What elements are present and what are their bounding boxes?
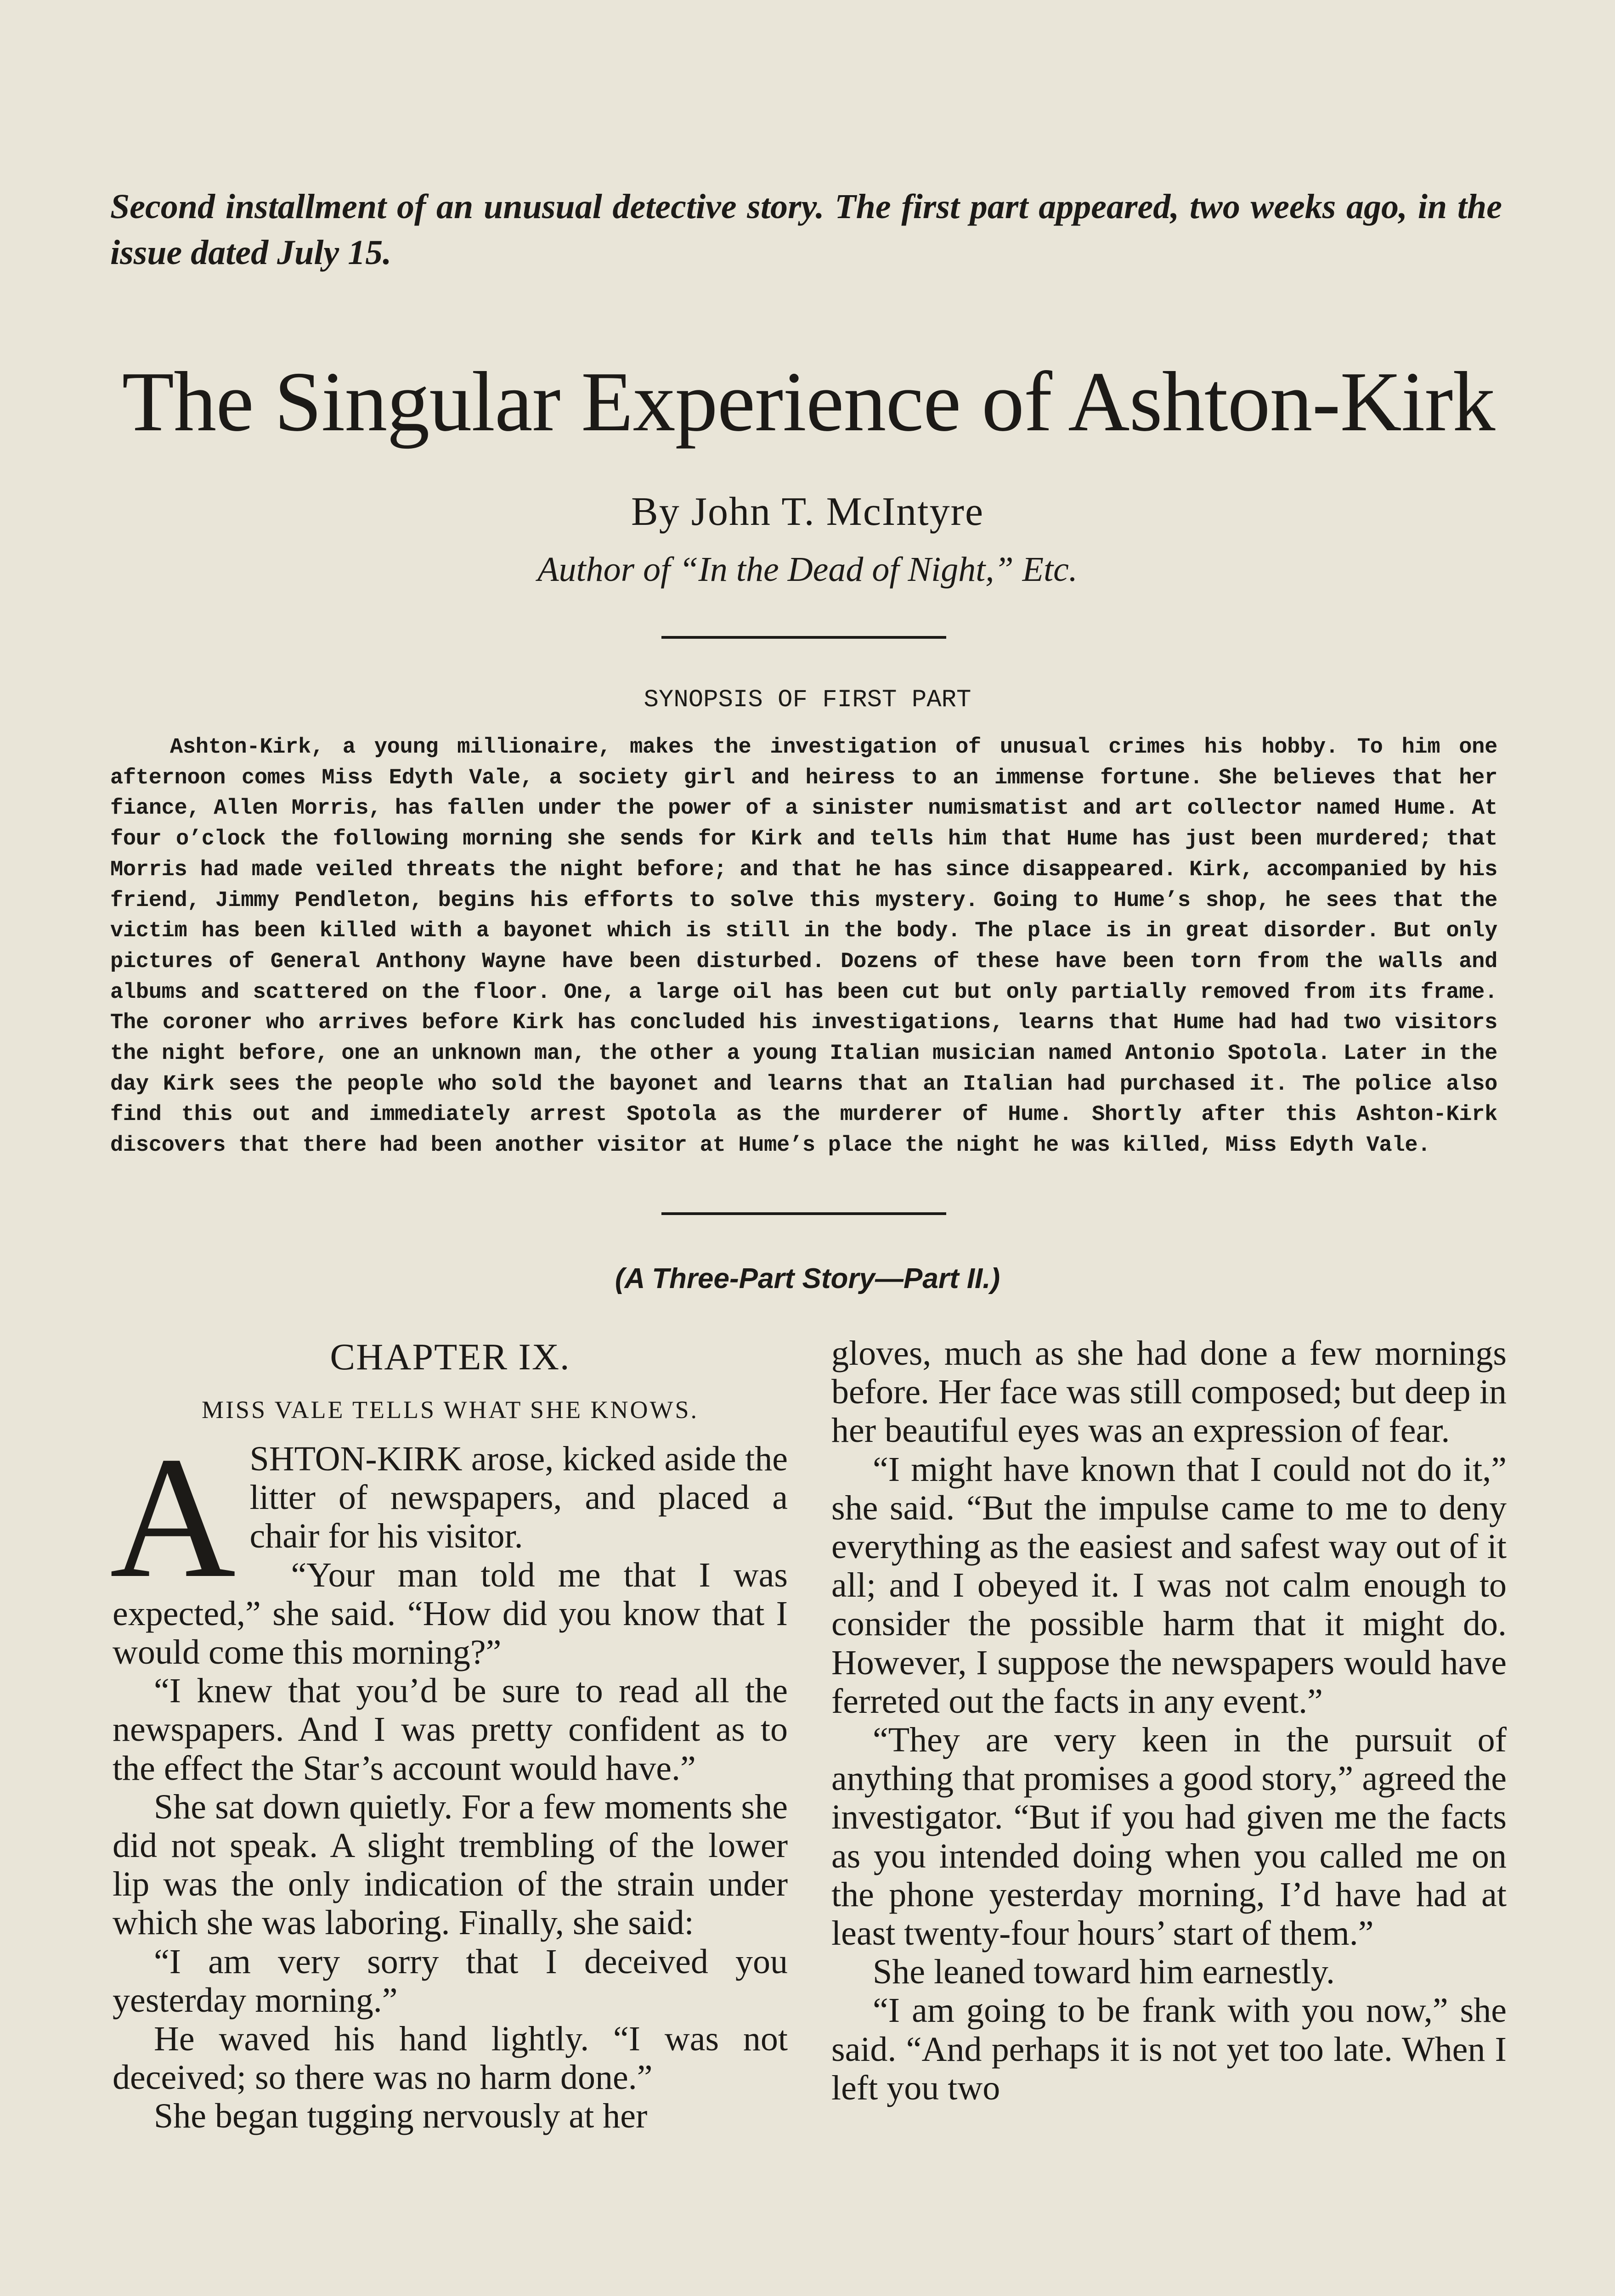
opening-text: SHTON-KIRK arose, kicked aside the litter of newspapers, and placed a chair for his visitor. [249, 1440, 788, 1556]
synopsis-heading: SYNOPSIS OF FIRST PART [644, 686, 971, 714]
paragraph: “I am going to be frank with you now,” she said. “And perhaps it is not yet too late. When I left you two [831, 1991, 1507, 2107]
paragraph: “Your man told me that I was expected,” she said. “How did you know that I would come this morning?” [113, 1555, 788, 1672]
divider-rule-bottom [661, 1212, 946, 1215]
chapter-number: CHAPTER IX. [330, 1336, 570, 1378]
paragraph: “They are very keen in the pursuit of anything that promises a good story,” agreed the investigator. “But if you had given me the facts as you intended doing when you called me on the phone yesterday morning, I’d have had at least twenty-four hours’ start of them.” [831, 1721, 1507, 1953]
chapter-subtitle: MISS VALE TELLS WHAT SHE KNOWS. [201, 1396, 699, 1424]
part-label-text: (A Three-Part Story—Part II.) [615, 1263, 1000, 1294]
left-column [110, 1334, 788, 2136]
byline: By John T. McIntyre [631, 490, 984, 534]
continued-paragraph: gloves, much as she had done a few mornings before. Her face was still composed; but deep in her beautiful eyes was an expression of fear. [831, 1334, 1507, 1450]
divider-rule-top [661, 636, 946, 639]
right-column [831, 1334, 1507, 2107]
part-label [0, 1258, 1615, 1300]
paragraph: She began tugging nervously at her [154, 2097, 648, 2136]
paragraph: She leaned toward him earnestly. [873, 1953, 1335, 1992]
author-credits: Author of “In the Dead of Night,” Etc. [537, 550, 1078, 589]
story-title: The Singular Experience of Ashton-Kirk [122, 355, 1495, 449]
paragraph: She sat down quietly. For a few moments she did not speak. A slight trembling of the lower lip was the only indication of the strain under which she was laboring. Finally, she said: [113, 1787, 788, 1942]
paragraph: “I knew that you’d be sure to read all the newspapers. And I was pretty confident as to the effect the Star’s account would have.” [113, 1671, 788, 1788]
paragraph: “I might have known that I could not do it,” she said. “But the impulse came to me to deny everything as the easiest and safest way out of it all; and I obeyed it. I was not calm enough to consider the possible harm that it might do. However, I suppose the newspapers would have ferreted out the facts in any event.” [831, 1450, 1507, 1721]
paragraph: He waved his hand lightly. “I was not deceived; so there was no harm done.” [113, 2020, 788, 2097]
paragraph: “I am very sorry that I deceived you yesterday morning.” [113, 1942, 788, 2020]
intro-note: Second installment of an unusual detective story. The first part appeared, two weeks ago, in the issue dated July 15. [110, 187, 1502, 272]
drop-cap: A [110, 1421, 236, 1614]
synopsis-text: Ashton-Kirk, a young millionaire, makes the investigation of unusual crimes his hobby. To him one afternoon comes Miss Edyth Vale, a society girl and heiress to an immense fortune. She believes that her fiance, Allen Morris, has fallen under the power of a sinister numismatist and art collector named Hume. At four o’clock the following morning she sends for Kirk and tells him that Hume has just been murdered; that Morris had made veiled threats the night before; and that he has since disappeared. Kirk, accompanied by his friend, Jimmy Pendleton, begins his efforts to solve this mystery. Going to Hume’s shop, he sees that the victim has been killed with a bayonet which is still in the body. The place is in great disorder. But only pictures of General Anthony Wayne have been disturbed. Dozens of these have been torn from the walls and albums and scattered on the floor. One, a large oil has been cut but only partially removed from its frame. The coroner who arrives before Kirk has concluded his investigations, learns that Hume had had two visitors the night before, one an unknown man, the other a young Italian musician named Antonio Spotola. Later in the day Kirk sees the people who sold the bayonet and learns that an Italian had purchased it. The police also find this out and immediately arrest Spotola as the murderer of Hume. Shortly after this Ashton-Kirk discovers that there had been another visitor at Hume’s place the night he was killed, Miss Edyth Vale. [110, 735, 1497, 1158]
